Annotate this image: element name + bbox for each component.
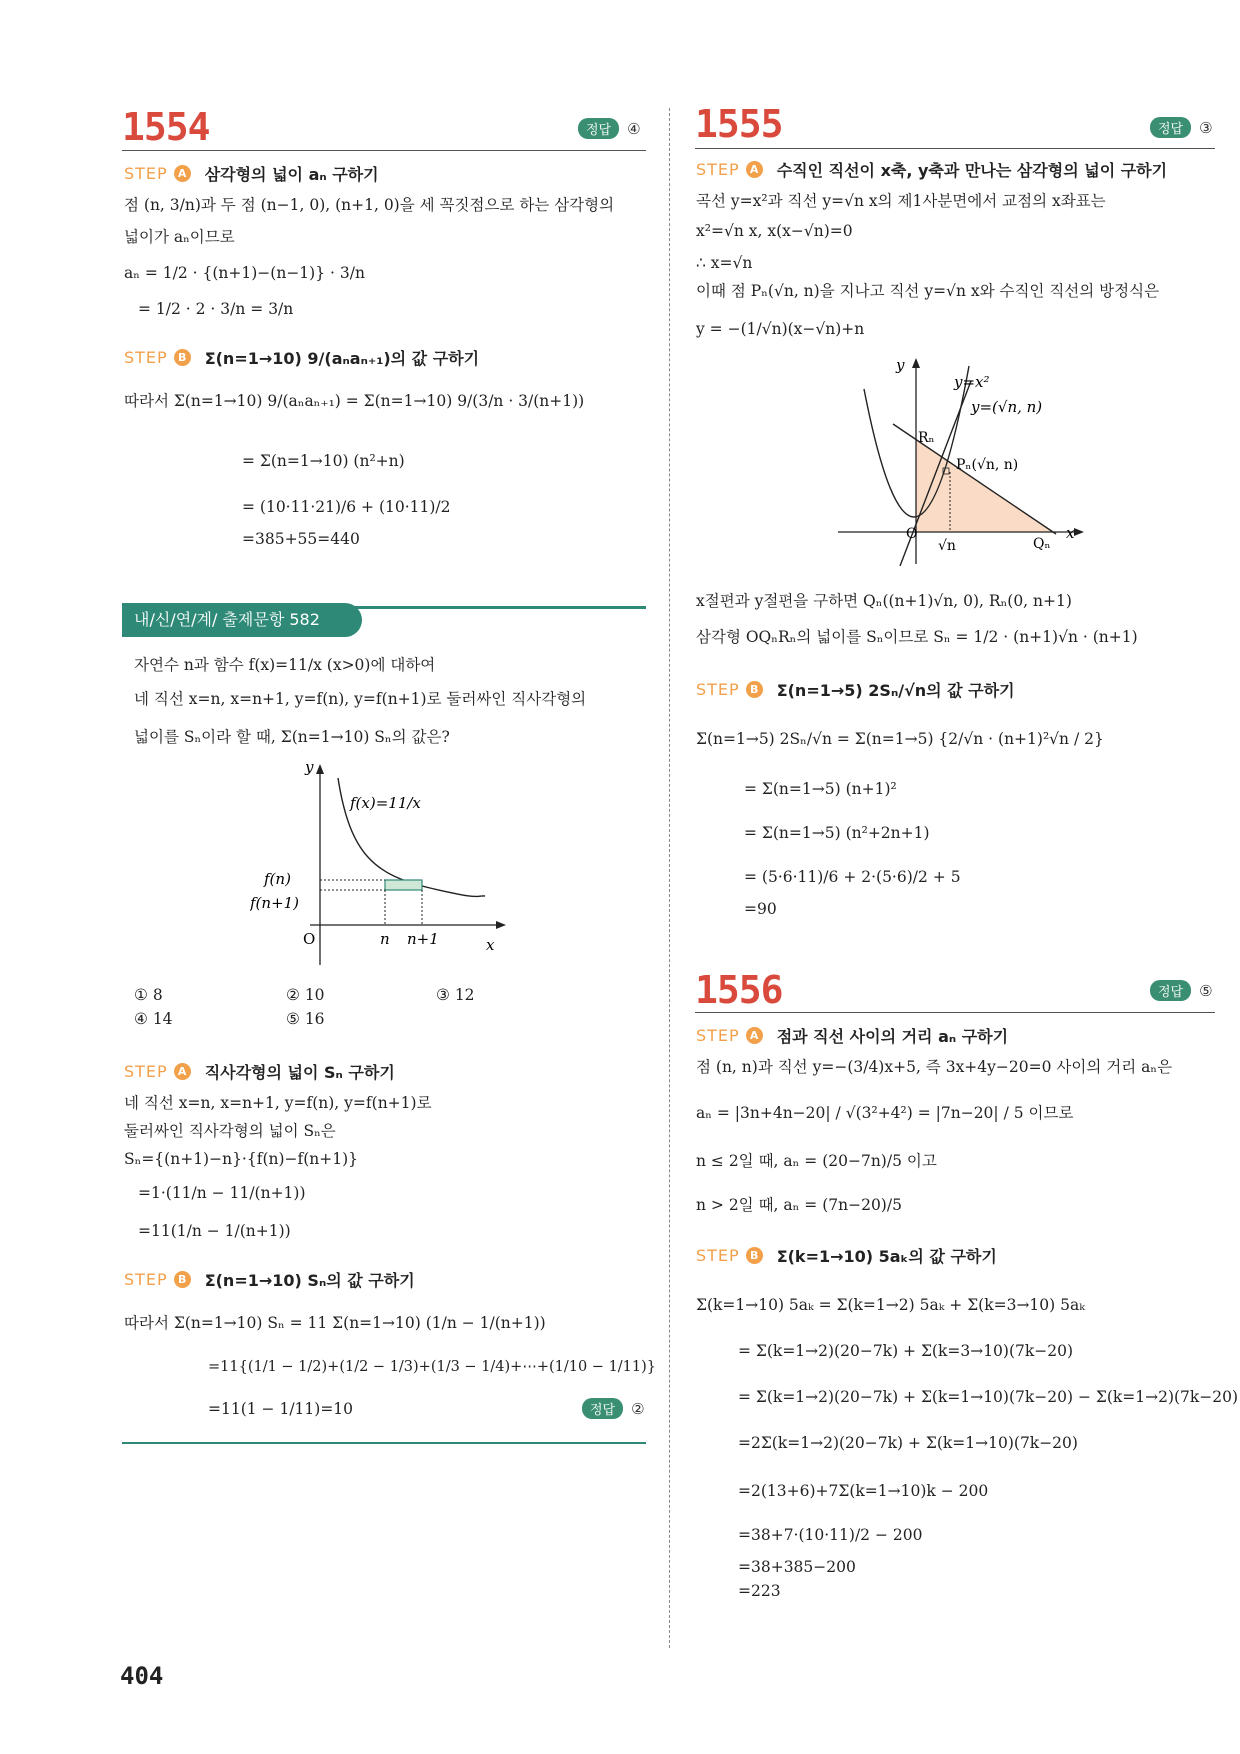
math-line: = 1/2 · 2 · 3/n = 3/n — [138, 300, 294, 318]
math-line: =11(1/n − 1/(n+1)) — [138, 1222, 291, 1240]
step-letter: A — [746, 161, 763, 178]
answer-tag: 정답 — [582, 1398, 623, 1419]
math-line: =223 — [738, 1582, 781, 1600]
x-axis-arrow — [1074, 528, 1084, 536]
text-line: 점 (n, n)과 직선 y=−(3/4)x+5, 즉 3x+4y−20=0 사이의 거리 aₙ은 — [696, 1058, 1173, 1076]
choice-4: ④ 14 — [134, 1010, 173, 1028]
exam-banner: 내/신/연/계/ 출제문항 582 — [122, 603, 362, 637]
step-title: 직사각형의 넓이 Sₙ 구하기 — [204, 1063, 395, 1082]
answer-tag: 정답 — [1150, 980, 1191, 1001]
step-a-heading-1555 — [696, 158, 1167, 181]
p-label: Pₙ(√n, n) — [956, 457, 1019, 473]
r-label: Rₙ — [918, 430, 935, 446]
exam-end-rule — [122, 1442, 646, 1444]
fn-label: f(n) — [264, 870, 291, 888]
answer-badge-1556 — [1150, 980, 1213, 1001]
step-title: 삼각형의 넓이 aₙ 구하기 — [204, 165, 379, 184]
question-line: 넓이를 Sₙ이라 할 때, Σ(n=1→10) Sₙ의 값은? — [134, 728, 450, 746]
y-label: y — [896, 356, 905, 374]
step-word: STEP — [124, 1270, 168, 1289]
step-b-heading-1556 — [696, 1244, 997, 1267]
header-rule — [695, 1012, 1215, 1013]
math-line: n > 2일 때, aₙ = (7n−20)/5 — [696, 1196, 902, 1214]
step-word: STEP — [696, 680, 740, 699]
step-letter: B — [746, 681, 763, 698]
question-line: 네 직선 x=n, x=n+1, y=f(n), y=f(n+1)로 둘러싸인 직사각형의 — [134, 690, 587, 708]
y-axis-arrow — [316, 764, 324, 774]
step-title: Σ(n=1→10) Sₙ의 값 구하기 — [204, 1271, 415, 1290]
step-b-heading-1554 — [124, 346, 479, 369]
text-line: 곡선 y=x²과 직선 y=√n x의 제1사분면에서 교점의 x좌표는 — [696, 192, 1106, 210]
step-letter: B — [174, 1271, 191, 1288]
step-letter: B — [174, 349, 191, 366]
func-label: f(x)=11/x — [350, 794, 421, 812]
math-line: =2(13+6)+7Σ(k=1→10)k − 200 — [738, 1482, 989, 1500]
math-line: = Σ(n=1→5) (n+1)² — [744, 780, 897, 798]
text-line: 점 (n, 3/n)과 두 점 (n−1, 0), (n+1, 0)을 세 꼭짓점으로 하는 삼각형의 — [124, 196, 615, 214]
x-axis-arrow — [496, 921, 506, 929]
math-line: aₙ = 1/2 · {(n+1)−(n−1)} · 3/n — [124, 264, 365, 282]
n1-label: n+1 — [407, 930, 439, 948]
answer-tag: 정답 — [1150, 117, 1191, 138]
rectangle — [385, 880, 422, 890]
answer-value: ④ — [627, 119, 641, 138]
step-word: STEP — [124, 1062, 168, 1081]
step-word: STEP — [696, 1246, 740, 1265]
step-b-heading-1555 — [696, 678, 1015, 701]
step-word: STEP — [696, 1026, 740, 1045]
step-title: Σ(n=1→10) 9/(aₙaₙ₊₁)의 값 구하기 — [204, 349, 480, 368]
math-line: 따라서 Σ(n=1→10) 9/(aₙaₙ₊₁) = Σ(n=1→10) 9/(3/n · 3/(n+1)) — [124, 392, 585, 410]
choice-1: ① 8 — [134, 986, 163, 1004]
answer-badge-582 — [582, 1398, 645, 1419]
math-line: =90 — [744, 900, 777, 918]
y-label: y — [305, 760, 314, 776]
choice-5: ⑤ 16 — [286, 1010, 325, 1028]
step-word: STEP — [124, 164, 168, 183]
question-line: 자연수 n과 함수 f(x)=11/x (x>0)에 대하여 — [134, 656, 436, 674]
step-a-heading-1556 — [696, 1024, 1008, 1047]
answer-value: ⑤ — [1199, 981, 1213, 1000]
choice-3: ③ 12 — [436, 986, 475, 1004]
x-label: x — [486, 936, 495, 954]
header-rule — [695, 148, 1215, 149]
step-title: 수직인 직선이 x축, y축과 만나는 삼각형의 넓이 구하기 — [776, 161, 1168, 180]
math-line: =11(1 − 1/11)=10 — [208, 1400, 354, 1418]
math-line: = Σ(k=1→2)(20−7k) + Σ(k=3→10)(7k−20) — [738, 1342, 1074, 1360]
column-divider — [669, 108, 670, 1648]
graph-parabola-triangle — [838, 356, 1088, 566]
line-label: y=(√n, n) — [971, 398, 1043, 416]
answer-badge-1554 — [578, 118, 641, 139]
page-number: 404 — [120, 1662, 164, 1690]
math-line: aₙ = |3n+4n−20| / √(3²+4²) = |7n−20| / 5 이므로 — [696, 1104, 1074, 1122]
math-line: y = −(1/√n)(x−√n)+n — [696, 320, 865, 338]
math-line: =11{(1/1 − 1/2)+(1/2 − 1/3)+(1/3 − 1/4)+⋯+(1/10 − 1/11)} — [208, 1359, 657, 1375]
problem-number-1554: 1554 — [122, 105, 210, 149]
header-rule — [122, 150, 646, 151]
text-line: 넓이가 aₙ이므로 — [124, 228, 235, 246]
math-line: ∴ x=√n — [696, 254, 753, 272]
step-title: 점과 직선 사이의 거리 aₙ 구하기 — [776, 1027, 1009, 1046]
math-line: Σ(k=1→10) 5aₖ = Σ(k=1→2) 5aₖ + Σ(k=3→10) 5aₖ — [696, 1296, 1085, 1314]
answer-badge-1555 — [1150, 117, 1213, 138]
step-a-heading-582 — [124, 1060, 395, 1083]
math-line: = Σ(n=1→10) (n²+n) — [242, 452, 405, 470]
q-label: Qₙ — [1033, 536, 1051, 552]
math-line: =38+7·(10·11)/2 − 200 — [738, 1526, 923, 1544]
origin-label: O — [303, 930, 316, 948]
math-line: Σ(n=1→5) 2Sₙ/√n = Σ(n=1→5) {2/√n · (n+1)²√n / 2} — [696, 730, 1104, 748]
curve-label: y=x² — [954, 373, 990, 391]
step-letter: A — [746, 1027, 763, 1044]
text-line: 네 직선 x=n, x=n+1, y=f(n), y=f(n+1)로 — [124, 1094, 432, 1112]
answer-value: ② — [631, 1399, 645, 1418]
math-line: = (5·6·11)/6 + 2·(5·6)/2 + 5 — [744, 868, 961, 886]
n-label: n — [380, 930, 390, 948]
step-letter: A — [174, 165, 191, 182]
text-line: 둘러싸인 직사각형의 넓이 Sₙ은 — [124, 1122, 336, 1140]
math-line: =38+385−200 — [738, 1558, 856, 1576]
math-line: =2Σ(k=1→2)(20−7k) + Σ(k=1→10)(7k−20) — [738, 1434, 1078, 1452]
math-line: = (10·11·21)/6 + (10·11)/2 — [242, 498, 451, 516]
step-letter: A — [174, 1063, 191, 1080]
math-line: x²=√n x, x(x−√n)=0 — [696, 222, 853, 240]
answer-value: ③ — [1199, 118, 1213, 137]
math-line: = Σ(k=1→2)(20−7k) + Σ(k=1→10)(7k−20) − Σ(k=1→2)(7k−20) — [738, 1388, 1239, 1406]
answer-tag: 정답 — [578, 118, 619, 139]
sqrtn-label: √n — [938, 538, 956, 554]
step-a-heading-1554 — [124, 162, 379, 185]
math-line: n ≤ 2일 때, aₙ = (20−7n)/5 이고 — [696, 1152, 937, 1170]
text-line: 이때 점 Pₙ(√n, n)을 지나고 직선 y=√n x와 수직인 직선의 방정식은 — [696, 282, 1160, 300]
problem-number-1556: 1556 — [695, 968, 783, 1012]
step-word: STEP — [124, 348, 168, 367]
text-line: x절편과 y절편을 구하면 Qₙ((n+1)√n, 0), Rₙ(0, n+1) — [696, 592, 1072, 610]
fn1-label: f(n+1) — [250, 894, 300, 912]
math-line: = Σ(n=1→5) (n²+2n+1) — [744, 824, 930, 842]
text-line: 삼각형 OQₙRₙ의 넓이를 Sₙ이므로 Sₙ = 1/2 · (n+1)√n · (n+1) — [696, 628, 1138, 646]
graph-11-over-x — [250, 760, 520, 970]
step-word: STEP — [696, 160, 740, 179]
origin-label: O — [906, 526, 918, 542]
math-line: 따라서 Σ(n=1→10) Sₙ = 11 Σ(n=1→10) (1/n − 1/(n+1)) — [124, 1314, 546, 1332]
x-label: x — [1066, 524, 1075, 542]
problem-number-1555: 1555 — [695, 102, 783, 146]
math-line: =385+55=440 — [242, 530, 360, 548]
y-axis-arrow — [912, 358, 920, 368]
step-letter: B — [746, 1247, 763, 1264]
math-line: =1·(11/n − 11/(n+1)) — [138, 1184, 306, 1202]
step-b-heading-582 — [124, 1268, 415, 1291]
step-title: Σ(k=1→10) 5aₖ의 값 구하기 — [776, 1247, 997, 1266]
math-line: Sₙ={(n+1)−n}·{f(n)−f(n+1)} — [124, 1150, 359, 1168]
choice-2: ② 10 — [286, 986, 325, 1004]
step-title: Σ(n=1→5) 2Sₙ/√n의 값 구하기 — [776, 681, 1015, 700]
